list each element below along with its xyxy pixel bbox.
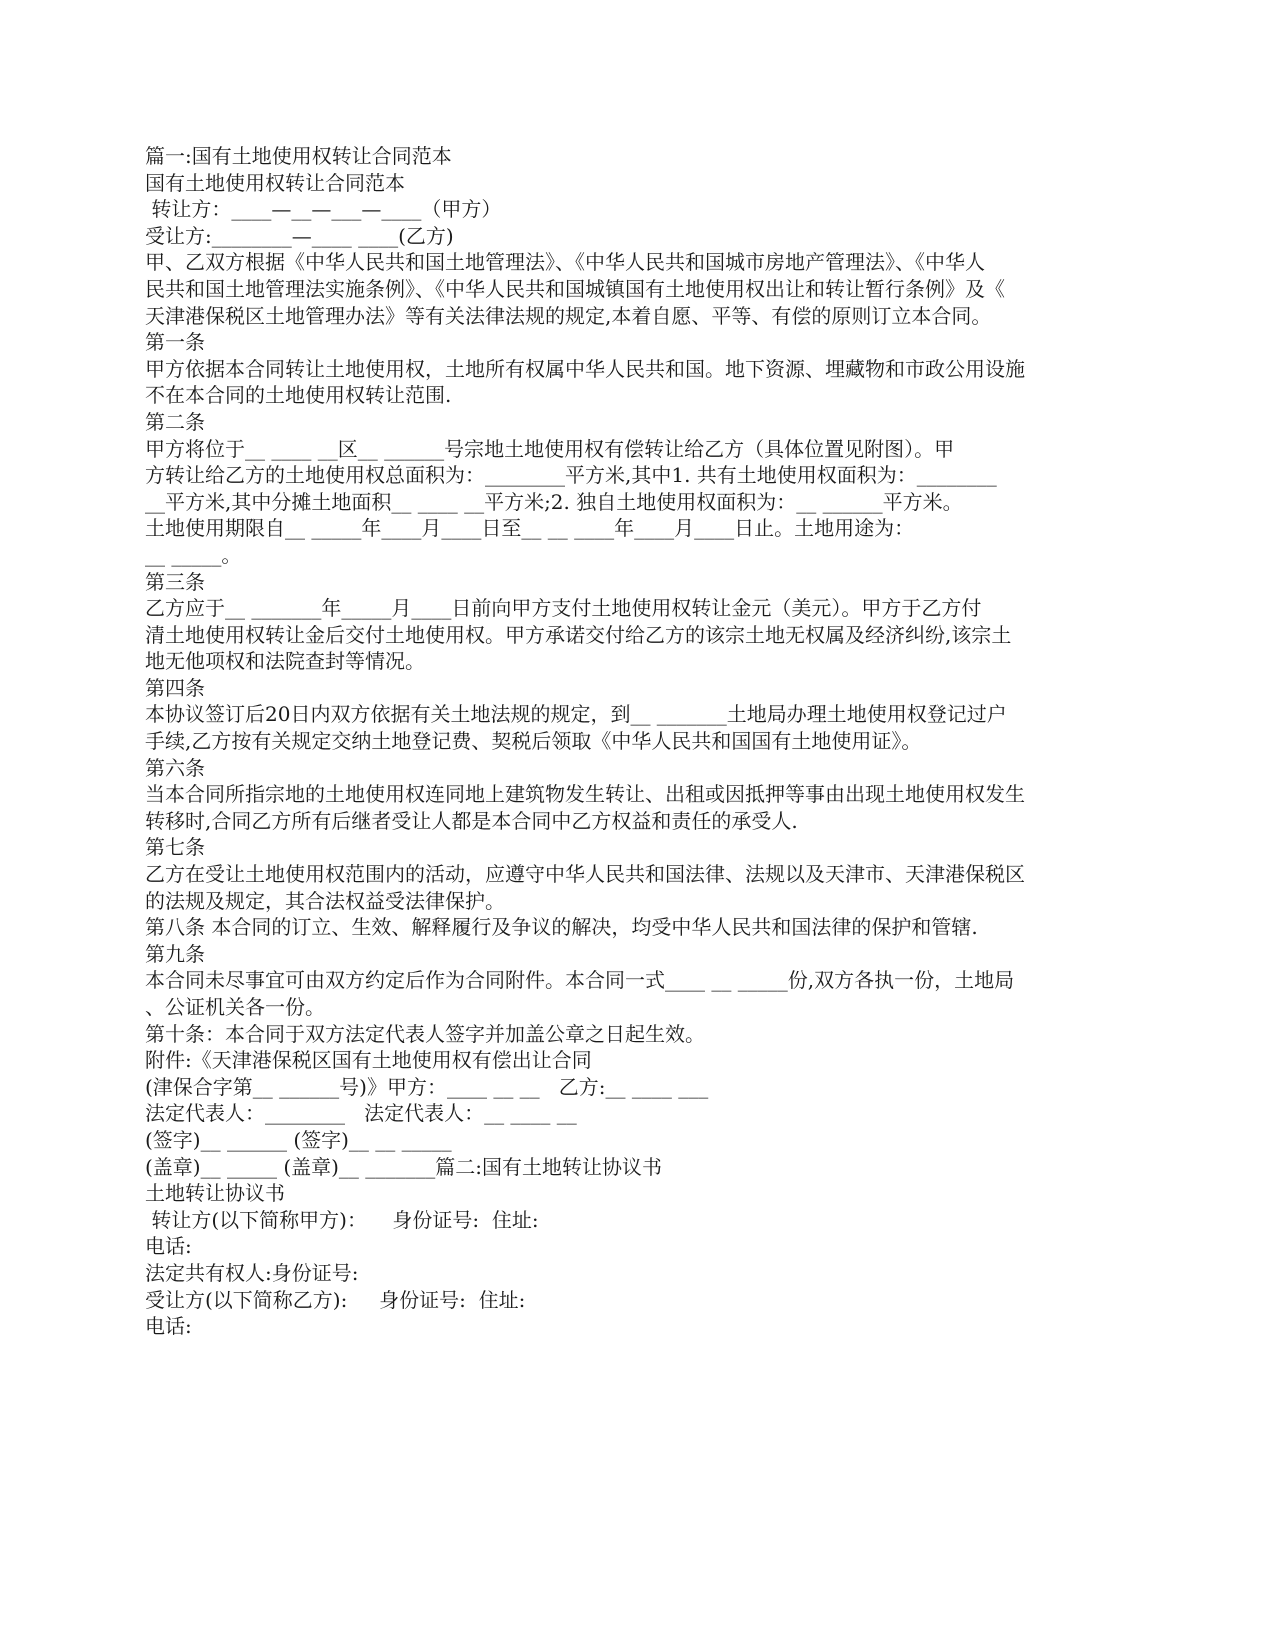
article-1-line-2: 不在本合同的土地使用权转让范围. (145, 383, 452, 408)
article-2-line-1: 甲方将位于__ ____ __区__ ______号宗地土地使用权有偿转让给乙方（具体位置见附图）。甲 (145, 436, 955, 461)
document-page (145, 143, 1075, 1340)
article-2-line-4: 土地使用期限自__ _____年____月____日至__ __ ____年____月____日止。土地用途为： (145, 516, 915, 541)
article-7-line-2: 的法规及规定，其合法权益受法律保护。 (145, 888, 505, 913)
transferee-info-line: 受让方(以下简称乙方): 身份证号: 住址: (145, 1287, 526, 1312)
article-3-heading: 第三条 (145, 569, 205, 594)
article-1-line-1: 甲方依据本合同转让土地使用权，土地所有权属中华人民共和国。地下资源、埋藏物和市政公用设施 (145, 356, 1025, 381)
article-6-line-2: 转移时,合同乙方所有后继者受让人都是本合同中乙方权益和责任的承受人. (145, 808, 798, 833)
preamble-line-3: 天津港保税区土地管理办法》等有关法律法规的规定,本着自愿、平等、有偿的原则订立本合同。 (145, 303, 992, 328)
article-6-heading: 第六条 (145, 755, 205, 780)
article-3-line-1: 乙方应于__ _______年_____月____日前向甲方支付土地使用权转让金元（美元）。甲方于乙方付 (145, 596, 982, 621)
article-1-heading: 第一条 (145, 330, 205, 355)
article-6-line-1: 当本合同所指宗地的土地使用权连同地上建筑物发生转让、出租或因抵押等事由出现土地使用权发生 (145, 782, 1025, 807)
article-10-line: 第十条：本合同于双方法定代表人签字并加盖公章之日起生效。 (145, 1021, 705, 1046)
article-7-heading: 第七条 (145, 835, 205, 860)
co-owner-line: 法定共有权人:身份证号: (145, 1260, 359, 1285)
article-4-line-1: 本协议签订后20日内双方依据有关土地法规的规定，到__ _______土地局办理土地使用权登记过户 (145, 702, 1007, 727)
legal-representative-line: 法定代表人：________ 法定代表人：__ ____ __ (145, 1101, 577, 1126)
attachment-line-2: (津保合字第__ ______号)》甲方：____ __ __ 乙方:__ ____ ___ (145, 1074, 709, 1099)
preamble-line-2: 民共和国土地管理法实施条例》、《中华人民共和国城镇国有土地使用权出让和转让暂行条例》及《 (145, 276, 1005, 301)
signature-line: (签字)__ ______ (签字)__ __ _____ (145, 1127, 452, 1152)
section-title-part-one: 篇一:国有土地使用权转让合同范本 (145, 144, 452, 168)
transferor-phone-line: 电话: (145, 1234, 192, 1259)
article-2-heading: 第二条 (145, 409, 205, 434)
transferee-phone-line: 电话: (145, 1314, 192, 1339)
article-3-line-3: 地无他项权和法院查封等情况。 (145, 649, 425, 674)
attachment-line-1: 附件:《天津港保税区国有土地使用权有偿出让合同 (145, 1048, 592, 1073)
contract-title: 国有土地使用权转让合同范本 (145, 170, 405, 195)
article-3-line-2: 清土地使用权转让金后交付土地使用权。甲方承诺交付给乙方的该宗土地无权属及经济纠纷,该宗土 (145, 622, 1012, 647)
preamble-line-1: 甲、乙双方根据《中华人民共和国土地管理法》、《中华人民共和国城市房地产管理法》、《中华人 (145, 250, 985, 275)
seal-line: (盖章)__ _____ (盖章)__ _______篇二:国有土地转让协议书 (145, 1154, 663, 1179)
agreement-title: 土地转让协议书 (145, 1181, 285, 1206)
article-7-line-1: 乙方在受让土地使用权范围内的活动，应遵守中华人民共和国法律、法规以及天津市、天津港保税区 (145, 862, 1025, 887)
article-9-line-2: 、公证机关各一份。 (145, 995, 325, 1019)
article-4-line-2: 手续,乙方按有关规定交纳土地登记费、契税后领取《中华人民共和国国有土地使用证》。 (145, 729, 922, 754)
article-4-heading: 第四条 (145, 675, 205, 700)
article-9-line-1: 本合同未尽事宜可由双方约定后作为合同附件。本合同一式____ __ _____份,双方各执一份，土地局 (145, 968, 1015, 993)
transferor-info-line: 转让方(以下简称甲方)： 身份证号: 住址: (145, 1207, 539, 1232)
article-9-heading: 第九条 (145, 941, 205, 966)
transferee-line: 受让方:________—____ ____(乙方) (145, 223, 454, 248)
article-2-line-2: 方转让给乙方的土地使用权总面积为：________平方米,其中1. 共有土地使用权面积为：________ (145, 463, 997, 488)
transferor-line: 转让方：____—__—___—____（甲方） (145, 197, 502, 222)
article-2-line-3: __平方米,其中分摊土地面积__ ____ __平方米;2. 独自土地使用权面积为：__ ______平方米。 (145, 489, 963, 514)
article-2-line-5: __ _____。 (145, 542, 242, 567)
article-8-line: 第八条 本合同的订立、生效、解释履行及争议的解决，均受中华人民共和国法律的保护和管辖. (145, 915, 978, 940)
